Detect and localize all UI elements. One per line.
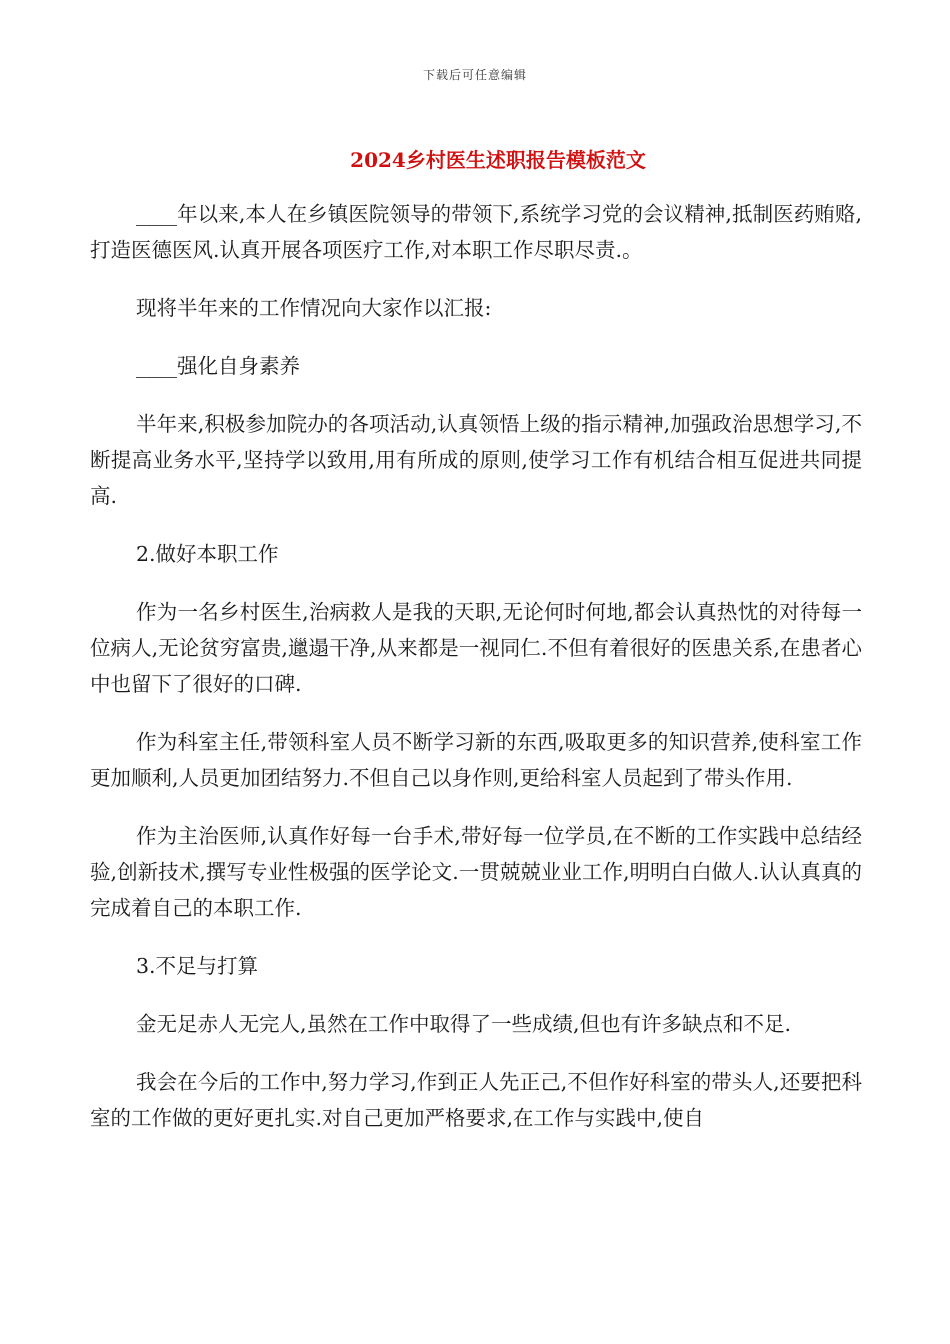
section-heading-2: 2.做好本职工作 <box>136 542 279 566</box>
section-heading-3: 3.不足与打算 <box>136 954 259 978</box>
paragraph-shortcomings: 金无足赤人无完人,虽然在工作中取得了一些成绩,但也有许多缺点和不足. <box>136 1012 792 1036</box>
paragraph-report-lead: 现将半年来的工作情况向大家作以汇报: <box>136 296 492 320</box>
paragraph-self-improvement: 半年来,积极参加院办的各项活动,认真领悟上级的指示精神,加强政治思想学习,不断提高业务水平,坚持学以致用,用有所成的原则,使学习工作有机结合相互促进共同提高. <box>90 412 862 508</box>
paragraph-intro: ____年以来,本人在乡镇医院领导的带领下,系统学习党的会议精神,抵制医药贿赂,打造医德医风.认真开展各项医疗工作,对本职工作尽职尽责.。 <box>90 202 862 262</box>
paragraph-village-doctor: 作为一名乡村医生,治病救人是我的天职,无论何时何地,都会认真热忱的对待每一位病人,无论贫穷富贵,邋遢干净,从来都是一视同仁.不但有着很好的医患关系,在患者心中也留下了很好的口碑. <box>90 600 862 696</box>
paragraph-plans: 我会在今后的工作中,努力学习,作到正人先正己,不但作好科室的带头人,还要把科室的工作做的更好更扎实.对自己更加严格要求,在工作与实践中,使自 <box>90 1070 862 1130</box>
header-note: 下载后可任意编辑 <box>422 68 527 82</box>
document-title: 2024乡村医生述职报告模板范文 <box>350 148 646 172</box>
section-heading-1: ____强化自身素养 <box>136 354 300 378</box>
paragraph-attending-physician: 作为主治医师,认真作好每一台手术,带好每一位学员,在不断的工作实践中总结经验,创新技术,撰写专业性极强的医学论文.一贯兢兢业业工作,明明白白做人.认认真真的完成着自己的本职工作. <box>90 824 862 920</box>
document-body <box>90 196 862 1158</box>
paragraph-department-head: 作为科室主任,带领科室人员不断学习新的东西,吸取更多的知识营养,使科室工作更加顺利,人员更加团结努力.不但自己以身作则,更给科室人员起到了带头作用. <box>90 730 862 790</box>
